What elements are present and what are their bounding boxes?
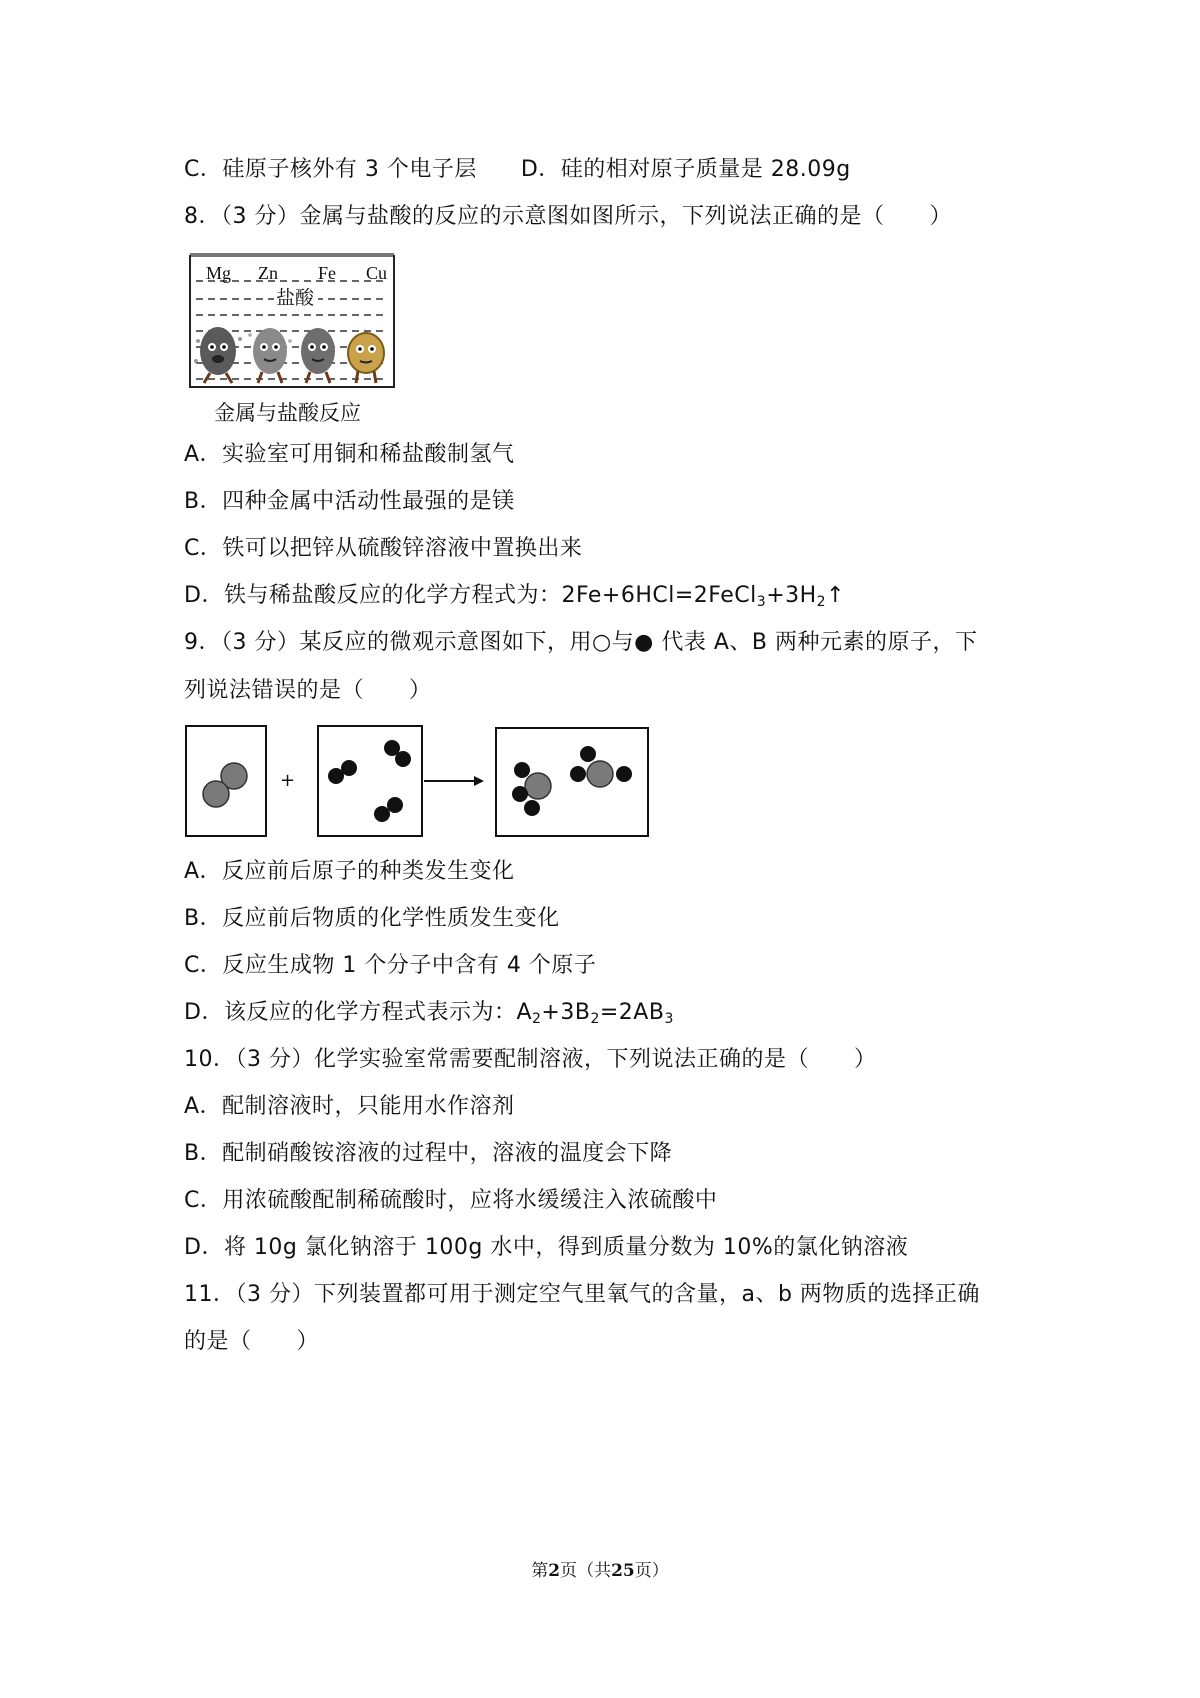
q9-option-d-text: =2AB [599, 1000, 665, 1025]
plus-sign: + [280, 770, 296, 791]
q9-option-d-sub: 2 [532, 1011, 542, 1027]
q11-stem-line2: 的是（ ） [184, 1329, 320, 1354]
q8-option-b: B．四种金属中活动性最强的是镁 [184, 489, 515, 514]
q11-stem-line1: 11．（3 分）下列装置都可用于测定空气里氧气的含量，a、b 两物质的选择正确 [184, 1282, 980, 1307]
q9-option-b: B．反应前后物质的化学性质发生变化 [184, 906, 560, 931]
metal-characters [194, 327, 384, 383]
q9-option-c: C．反应生成物 1 个分子中含有 4 个原子 [184, 953, 597, 978]
footer-text: 页（共 [560, 1561, 612, 1581]
metal-label-zn: Zn [258, 263, 278, 283]
metal-label-fe: Fe [318, 263, 336, 283]
page-number: 2 [548, 1561, 561, 1581]
q10-option-c: C．用浓硫酸配制稀硫酸时，应将水缓缓注入浓硫酸中 [184, 1188, 718, 1213]
acid-label: 盐酸 [276, 287, 315, 309]
q9-option-d-text: D．该反应的化学方程式表示为：A [184, 1000, 532, 1025]
q9-stem-line1: 9．（3 分）某反应的微观示意图如下，用○与● 代表 A、B 两种元素的原子，下 [184, 630, 978, 655]
q10-option-d: D．将 10g 氯化钠溶于 100g 水中，得到质量分数为 10%的氯化钠溶液 [184, 1235, 909, 1260]
page-footer [0, 1559, 1200, 1583]
q9-option-d-sub: 3 [664, 1011, 674, 1027]
q8-option-d-text: D．铁与稀盐酸反应的化学方程式为：2Fe+6HCl=2FeCl [184, 583, 757, 608]
q9-option-d-sub: 2 [590, 1011, 600, 1027]
total-pages: 25 [611, 1561, 635, 1581]
q7-option-c: C．硅原子核外有 3 个电子层 [184, 157, 477, 182]
q8-option-d-sub: 3 [756, 594, 767, 610]
q10-option-a: A．配制溶液时，只能用水作溶剂 [184, 1094, 515, 1119]
metal-acid-figure-caption: 金属与盐酸反应 [214, 401, 361, 425]
gas-arrow-symbol: ↑ [826, 583, 846, 608]
q7-options-line [184, 155, 851, 185]
cu-character-icon [348, 333, 384, 383]
metal-label-cu: Cu [366, 263, 388, 283]
reaction-micro-diagram [184, 724, 650, 840]
q9-stem-line2: 列说法错误的是（ ） [184, 678, 432, 703]
q8-option-c: C．铁可以把锌从硫酸锌溶液中置换出来 [184, 536, 583, 561]
metal-label-mg: Mg [206, 263, 232, 283]
q8-option-a: A．实验室可用铜和稀盐酸制氢气 [184, 442, 515, 467]
mg-character-icon [194, 327, 242, 383]
q9-option-d [184, 998, 674, 1028]
footer-text: 页） [634, 1561, 669, 1581]
q8-option-d-sub: 2 [816, 594, 827, 610]
q10-option-b: B．配制硝酸铵溶液的过程中，溶液的温度会下降 [184, 1141, 673, 1166]
q9-option-d-text: +3B [541, 1000, 591, 1025]
q8-stem: 8．（3 分）金属与盐酸的反应的示意图如图所示，下列说法正确的是（ ） [184, 204, 952, 229]
q10-stem: 10．（3 分）化学实验室常需要配制溶液，下列说法正确的是（ ） [184, 1047, 877, 1072]
zn-character-icon [248, 328, 292, 383]
footer-text: 第 [531, 1561, 549, 1581]
q8-option-d-text: +3H [766, 583, 817, 608]
product-box [496, 728, 648, 836]
q7-option-d: D．硅的相对原子质量是 28.09g [520, 157, 851, 182]
fe-character-icon [301, 328, 335, 383]
q9-option-a: A．反应前后原子的种类发生变化 [184, 859, 515, 884]
q8-option-d [184, 581, 845, 611]
